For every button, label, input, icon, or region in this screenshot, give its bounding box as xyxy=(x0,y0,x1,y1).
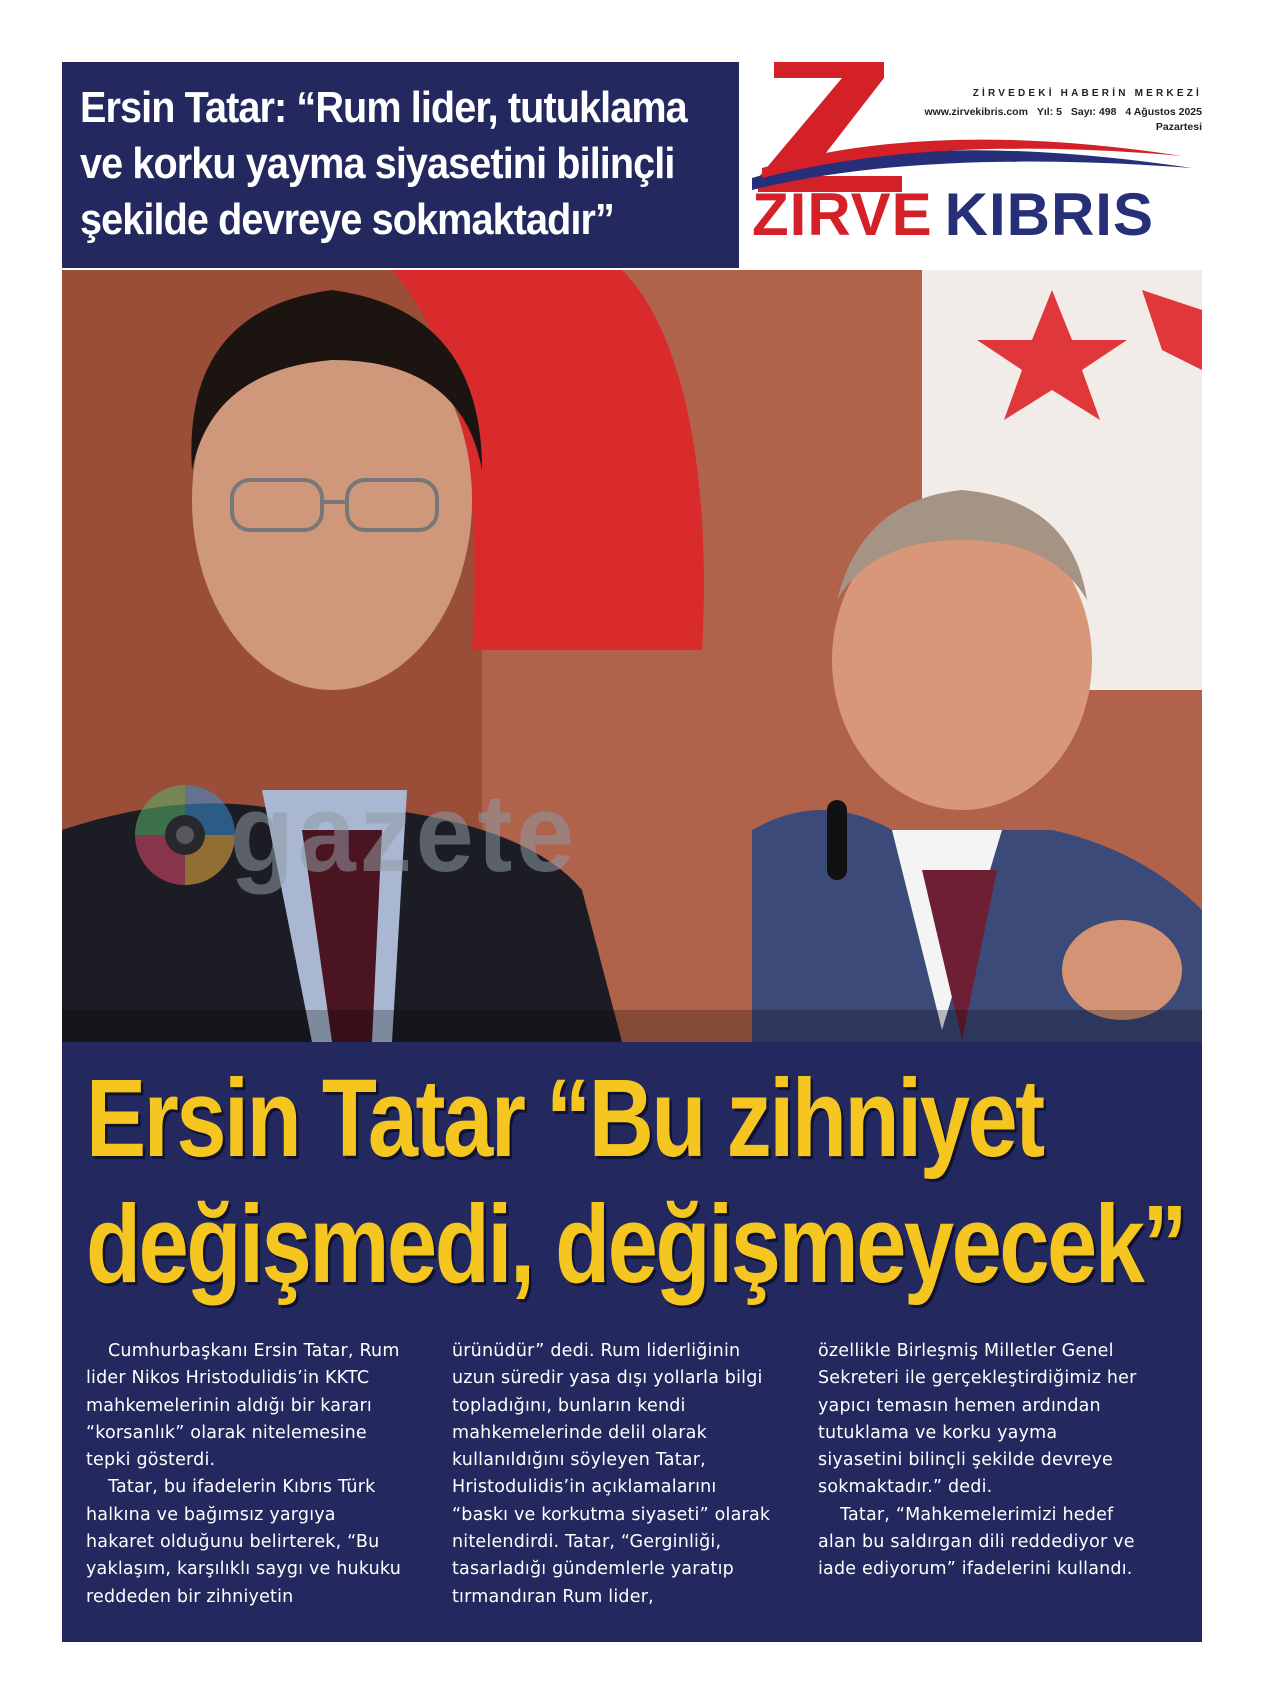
main-article-panel xyxy=(62,1042,1202,1642)
lead-photo[interactable] xyxy=(62,270,1202,1042)
weekday-label: Pazartesi xyxy=(1155,121,1202,133)
article-column-1 xyxy=(86,1338,406,1611)
article-column-2 xyxy=(452,1338,772,1611)
article-body xyxy=(86,1338,1186,1638)
paragraph: Cumhurbaşkanı Ersin Tatar, Rum lider Nikos Hristodulidis’in KKTC mahkemelerinin aldığı bir kararı “korsanlık” olarak nitelemesine tepki gösterdi. xyxy=(86,1341,400,1471)
top-headline-box xyxy=(62,62,739,268)
date-label: 4 Ağustos 2025 xyxy=(1125,106,1202,118)
brand-part-zirve: ZİRVE xyxy=(752,181,933,248)
article-column-3 xyxy=(818,1338,1138,1584)
masthead xyxy=(752,58,1202,268)
paragraph: özellikle Birleşmiş Milletler Genel Sekreteri ile gerçekleştirdiğimiz her yapıcı temasın hemen ardından tutuklama ve korku yayma siyasetini bilinçli şekilde devreye sokmaktadır.” dedi. xyxy=(818,1341,1137,1498)
year-label: Yıl: 5 xyxy=(1036,106,1062,118)
masthead-tagline: ZİRVEDEKİ HABERİN MERKEZİ xyxy=(972,88,1202,99)
paragraph: Tatar, “Mahkemelerimizi hedef alan bu saldırgan dili reddediyor ve iade ediyorum” ifadelerini kullandı. xyxy=(818,1504,1135,1580)
masthead-meta xyxy=(892,106,1202,118)
top-headline[interactable]: Ersin Tatar: “Rum lider, tutuklama ve korku yayma siyasetini bilinçli şekilde devreye sokmaktadır” xyxy=(80,83,687,244)
brand-part-kibris: KIBRIS xyxy=(944,181,1154,248)
camera-lens-icon xyxy=(130,780,240,890)
watermark xyxy=(130,770,890,910)
issue-label: Sayı: 498 xyxy=(1070,106,1117,118)
paragraph: ürünüdür” dedi. Rum liderliğinin uzun süredir yasa dışı yollarla bilgi topladığını, bunların kendi mahkemelerinde delil olarak kullanıldığını söyleyen Tatar, Hristodulidis’in açıklamalarını “baskı ve korkutma siyaseti” olarak nitelendirdi. Tatar, “Gerginliği, tasarladığı gündemlerle yaratıp tırmandıran Rum lider, xyxy=(452,1341,771,1607)
photo-illustration xyxy=(62,270,1202,1042)
main-headline[interactable]: Ersin Tatar “Bu zihniyet değişmedi, değişmeyecek” xyxy=(86,1057,1186,1306)
brand-name[interactable] xyxy=(752,180,1202,249)
website-link[interactable]: www.zirvekibris.com xyxy=(924,106,1028,118)
watermark-text: gazete xyxy=(230,772,579,895)
paragraph: Tatar, bu ifadelerin Kıbrıs Türk halkına ve bağımsız yargıya hakaret olduğunu belirterek, “Bu yaklaşım, karşılıklı saygı ve hukuku reddeden bir zihniyetin xyxy=(86,1477,401,1607)
